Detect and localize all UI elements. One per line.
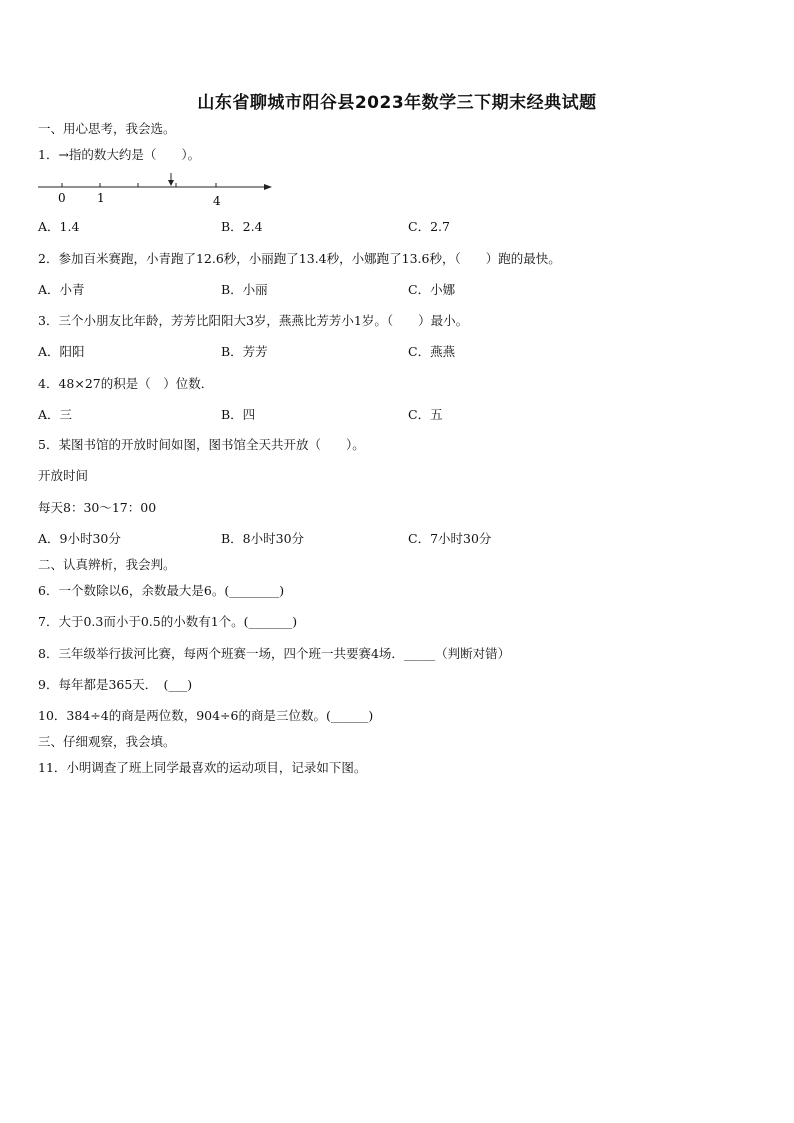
q2-option-c[interactable]: C．小娜 xyxy=(408,282,456,297)
q3-option-b[interactable]: B．芳芳 xyxy=(221,344,268,359)
q5-option-b[interactable]: B．8小时30分 xyxy=(221,531,305,546)
q1-option-c[interactable]: C．2.7 xyxy=(408,219,450,234)
label-1: 1 xyxy=(97,191,105,205)
q4-option-c[interactable]: C．五 xyxy=(408,407,443,422)
q1-option-b[interactable]: B．2.4 xyxy=(221,219,263,234)
section-3-heading: 三、仔细观察，我会填。 xyxy=(38,734,176,749)
question-8: 8．三年级举行拔河比赛，每两个班赛一场，四个班一共要赛4场．_____（判断对错） xyxy=(38,646,511,661)
q5-info-hours: 每天8：30～17：00 xyxy=(38,500,157,515)
label-4: 4 xyxy=(213,194,221,208)
question-7: 7．大于0.3而小于0.5的小数有1个。(_______) xyxy=(38,614,298,629)
pointer-arrow-head xyxy=(168,180,174,186)
question-10: 10．384÷4的商是两位数，904÷6的商是三位数。(______) xyxy=(38,708,374,723)
q4-option-a[interactable]: A．三 xyxy=(38,407,73,422)
q3-option-a[interactable]: A．阳阳 xyxy=(38,344,85,359)
question-3: 3．三个小朋友比年龄，芳芳比阳阳大3岁，燕燕比芳芳小1岁。（ ）最小。 xyxy=(38,313,469,328)
question-11: 11．小明调查了班上同学最喜欢的运动项目，记录如下图。 xyxy=(38,760,367,775)
question-6: 6．一个数除以6，余数最大是6。(________) xyxy=(38,583,285,598)
q5-option-a[interactable]: A．9小时30分 xyxy=(38,531,121,546)
section-2-heading: 二、认真辨析，我会判。 xyxy=(38,557,176,572)
q1-option-a[interactable]: A．1.4 xyxy=(38,219,80,234)
q4-option-b[interactable]: B．四 xyxy=(221,407,256,422)
number-line-arrowhead xyxy=(264,184,272,190)
question-4: 4．48×27的积是（ ）位数． xyxy=(38,376,214,391)
question-2: 2．参加百米赛跑，小青跑了12.6秒，小丽跑了13.4秒，小娜跑了13.6秒，（ ）跑的最快。 xyxy=(38,251,561,266)
question-1: 1．→指的数大约是（ ）。 xyxy=(38,147,201,162)
question-5: 5．某图书馆的开放时间如图，图书馆全天共开放（ ）。 xyxy=(38,437,365,452)
question-9: 9．每年都是365天． (___) xyxy=(38,677,193,692)
label-0: 0 xyxy=(58,191,66,205)
page-title: 山东省聊城市阳谷县2023年数学三下期末经典试题 xyxy=(197,93,597,113)
q5-option-c[interactable]: C．7小时30分 xyxy=(408,531,492,546)
q2-option-b[interactable]: B．小丽 xyxy=(221,282,268,297)
section-1-heading: 一、用心思考，我会选。 xyxy=(38,121,176,136)
q5-info-heading: 开放时间 xyxy=(38,468,89,483)
q2-option-a[interactable]: A．小青 xyxy=(38,282,85,297)
number-line-figure xyxy=(36,170,276,210)
q3-option-c[interactable]: C．燕燕 xyxy=(408,344,456,359)
